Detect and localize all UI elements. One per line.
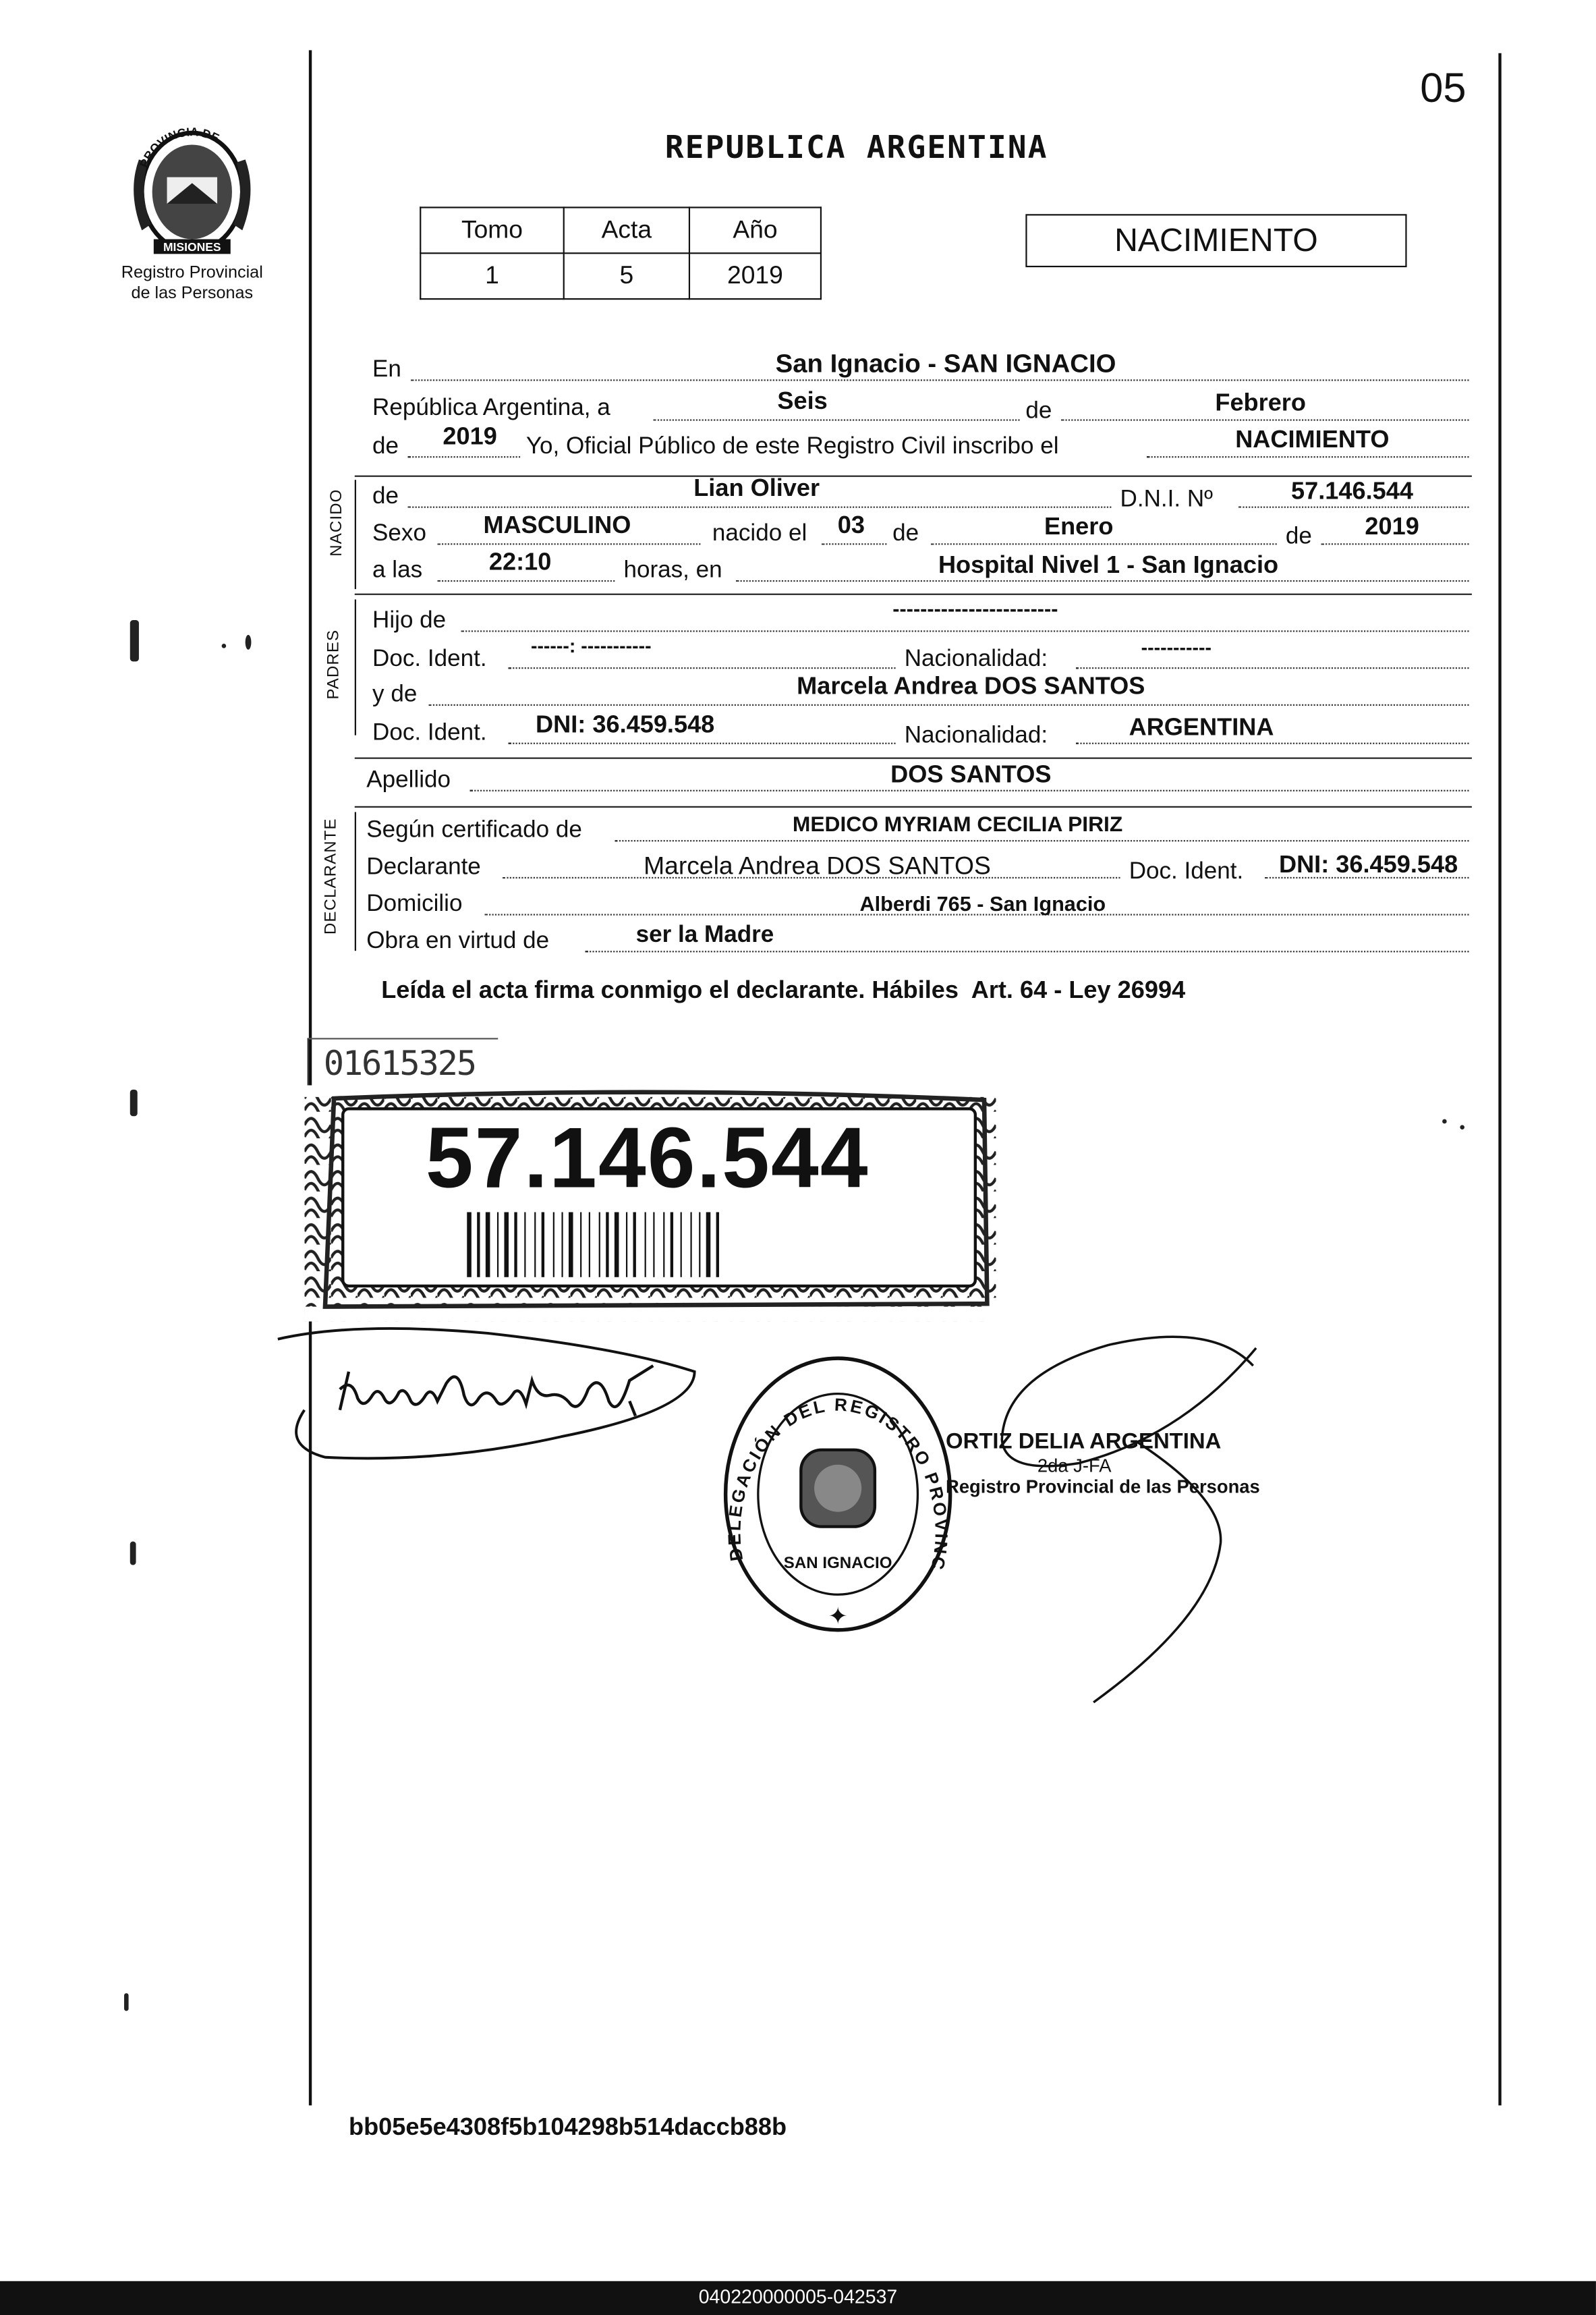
horas-label: horas, en: [623, 558, 722, 584]
barcode-bar: [477, 1212, 480, 1277]
dni-dots: [1238, 507, 1469, 508]
barcode-bar: [497, 1212, 498, 1277]
logo-arc-top: PROVINCIA DE: [137, 125, 222, 170]
barcode-bar: [626, 1212, 627, 1277]
cert-dots: [615, 840, 1469, 841]
day-dots: [653, 419, 1019, 420]
declarante-section-label: DECLARANTE: [322, 818, 340, 935]
time-dots: [437, 580, 615, 582]
lugar-value: San Ignacio - SAN IGNACIO: [775, 348, 1116, 379]
id-number: 57.146.544: [425, 1110, 870, 1206]
record-value-ano: 2019: [689, 253, 821, 299]
mother-doc-dots: [509, 743, 896, 744]
right-margin-line: [1498, 53, 1500, 2106]
dni-label: D.N.I. Nº: [1120, 487, 1213, 513]
republica-label: República Argentina, a: [372, 395, 610, 421]
seal-ring-text: DELEGACIÓN DEL REGISTRO PROVINC: [724, 1394, 952, 1573]
day-birth-dots: [822, 543, 886, 545]
nacido-de-label-2: de: [892, 521, 919, 547]
declarante-doc: DNI: 36.459.548: [1278, 852, 1458, 878]
record-table: [420, 206, 822, 300]
mother-nat-label: Nacionalidad:: [904, 723, 1048, 749]
barcode-bar: [486, 1212, 490, 1277]
document-hash: bb05e5e4308f5b104298b514daccb88b: [349, 2114, 787, 2141]
country-title: REPUBLICA ARGENTINA: [664, 130, 1048, 166]
barcode-bar: [645, 1212, 646, 1277]
official-signature: [916, 1321, 1301, 1720]
oficial-label: Yo, Oficial Público de este Registro Civil inscribo el: [525, 434, 1059, 459]
declarante-obra: ser la Madre: [635, 922, 774, 948]
place-dots: [736, 580, 1469, 582]
id-sticker: [304, 1085, 996, 1321]
en-label: En: [372, 357, 401, 383]
logo-caption: [88, 262, 295, 304]
divider-1: [355, 476, 1472, 477]
scan-speck: [130, 1090, 138, 1116]
padres-father-nat: -----------: [1141, 636, 1212, 659]
act-dots: [1147, 456, 1469, 457]
padres-mother-nat: ARGENTINA: [1129, 715, 1274, 742]
nacido-sexo: MASCULINO: [483, 512, 631, 539]
record-header-ano: Año: [689, 207, 821, 253]
sexo-label: Sexo: [372, 521, 426, 547]
apellido-label: Apellido: [366, 767, 451, 793]
father-nat-label: Nacionalidad:: [904, 646, 1048, 672]
footer-code: 040220000005-042537: [698, 2285, 898, 2308]
scan-speck: [1460, 1125, 1464, 1129]
month-dots: [1061, 419, 1469, 420]
en-dots: [411, 379, 1469, 381]
yde-label: y de: [372, 681, 418, 708]
barcode-bar: [653, 1212, 654, 1277]
decl-doc-label: Doc. Ident.: [1129, 859, 1244, 885]
padres-father: ------------------------: [892, 596, 1058, 621]
logo-arc-bottom: MISIONES: [163, 240, 221, 254]
scan-speck: [246, 635, 252, 650]
barcode-bar: [599, 1212, 600, 1277]
fecha-day: Seis: [777, 388, 828, 415]
divider-3: [355, 758, 1472, 759]
fecha-act: NACIMIENTO: [1235, 426, 1390, 453]
nacido-de-label-3: de: [1285, 524, 1312, 550]
year-de-label: de: [372, 434, 399, 459]
declarante-name: Marcela Andrea DOS SANTOS: [644, 852, 991, 881]
barcode-bar: [542, 1212, 544, 1277]
fecha-year: 2019: [443, 424, 497, 451]
doc-type-label: NACIMIENTO: [1114, 221, 1318, 258]
father-dots: [461, 630, 1469, 632]
barcode-bar: [569, 1212, 573, 1277]
barcode-bar: [534, 1212, 536, 1277]
declarante-address: Alberdi 765 - San Ignacio: [859, 891, 1106, 916]
record-header-acta: Acta: [564, 207, 689, 253]
record-value-acta: 5: [564, 253, 689, 299]
divider-2: [355, 594, 1472, 595]
barcode-bar: [671, 1212, 673, 1277]
footer-bar: [0, 2281, 1596, 2315]
year-birth-dots: [1321, 543, 1469, 545]
barcode-bar: [699, 1212, 700, 1277]
closing-text: Leída el acta firma conmigo el declarante. Hábiles Art. 64 - Ley 26994: [381, 977, 1186, 1004]
nacido-de-label: de: [372, 484, 399, 509]
seal-bottom-text: SAN IGNACIO: [783, 1553, 892, 1572]
barcode-bar: [467, 1212, 472, 1277]
page-number: 05: [1420, 65, 1466, 111]
barcode-bar: [606, 1212, 608, 1277]
official-name: ORTIZ DELIA ARGENTINA: [946, 1429, 1222, 1455]
obra-dots: [586, 951, 1469, 952]
scan-speck: [222, 644, 227, 648]
serial-number: 01615325: [323, 1045, 476, 1084]
nacido-place: Hospital Nivel 1 - San Ignacio: [938, 552, 1279, 579]
mother-dots: [428, 704, 1469, 706]
doc-type-box: [1025, 214, 1406, 267]
barcode-bar: [663, 1212, 664, 1277]
dom-label: Domicilio: [366, 891, 463, 917]
apellido-value: DOS SANTOS: [890, 762, 1052, 789]
mother-doc-label: Doc. Ident.: [372, 720, 487, 746]
alas-label: a las: [372, 558, 423, 584]
barcode-bar: [690, 1212, 691, 1277]
father-doc-label: Doc. Ident.: [372, 646, 487, 672]
official-office: Registro Provincial de las Personas: [946, 1476, 1260, 1497]
logo-caption-line-1: Registro Provincial: [121, 264, 263, 282]
scan-speck: [1442, 1119, 1447, 1124]
barcode-bar: [633, 1212, 635, 1277]
padres-mother: Marcela Andrea DOS SANTOS: [797, 673, 1145, 700]
barcode-bar: [504, 1212, 509, 1277]
barcode-bar: [706, 1212, 711, 1277]
mother-nat-dots: [1076, 743, 1469, 744]
divider-4: [355, 806, 1472, 808]
padres-bracket: [355, 599, 356, 735]
barcode-bar: [553, 1212, 554, 1277]
nacido-month: Enero: [1044, 513, 1114, 540]
declarante-cert: MEDICO MYRIAM CECILIA PIRIZ: [792, 813, 1123, 837]
barcode-bar: [580, 1212, 581, 1277]
father-doc-dots: [509, 667, 896, 669]
year-dots: [408, 456, 520, 457]
padres-section-label: PADRES: [324, 629, 343, 700]
svg-text:✦: ✦: [828, 1602, 848, 1631]
padres-mother-doc: DNI: 36.459.548: [536, 711, 715, 739]
nacido-day: 03: [837, 512, 865, 539]
declarante-bracket: [355, 812, 356, 951]
barcode-bar: [561, 1212, 563, 1277]
scan-speck: [130, 620, 139, 661]
nacido-el-label: nacido el: [712, 521, 807, 547]
barcode-bar: [524, 1212, 525, 1277]
hijo-label: Hijo de: [372, 608, 447, 634]
barcode-bar: [589, 1212, 590, 1277]
record-value-tomo: 1: [420, 253, 563, 299]
scan-speck: [130, 1541, 136, 1565]
official-title: 2da J-FA: [1037, 1455, 1112, 1477]
fecha-month: Febrero: [1215, 389, 1306, 417]
barcode-bar: [615, 1212, 619, 1277]
name-dots: [408, 507, 1112, 508]
nacido-bracket: [355, 480, 356, 589]
nacido-time: 22:10: [488, 549, 552, 576]
month-birth-dots: [931, 543, 1277, 545]
scan-speck: [124, 1993, 129, 2011]
province-logo: [118, 107, 266, 269]
barcode-bar: [716, 1212, 719, 1277]
obra-label: Obra en virtud de: [366, 928, 550, 954]
decl-label: Declarante: [366, 854, 481, 881]
declarant-signature: [266, 1321, 709, 1469]
logo-caption-line-2: de las Personas: [131, 285, 254, 303]
nacido-section-label: NACIDO: [328, 489, 346, 557]
fecha-de-label: de: [1025, 398, 1052, 424]
cert-label: Según certificado de: [366, 818, 582, 843]
nacido-year: 2019: [1365, 513, 1419, 540]
padres-father-doc: ------: -----------: [530, 634, 652, 657]
record-header-tomo: Tomo: [420, 207, 563, 253]
sexo-dots: [437, 543, 700, 545]
nacido-name: Lian Oliver: [693, 475, 820, 502]
barcode-bar: [514, 1212, 517, 1277]
barcode-bar: [681, 1212, 682, 1277]
father-nat-dots: [1076, 667, 1469, 669]
nacido-dni: 57.146.544: [1291, 478, 1413, 505]
apellido-dots: [470, 790, 1469, 791]
